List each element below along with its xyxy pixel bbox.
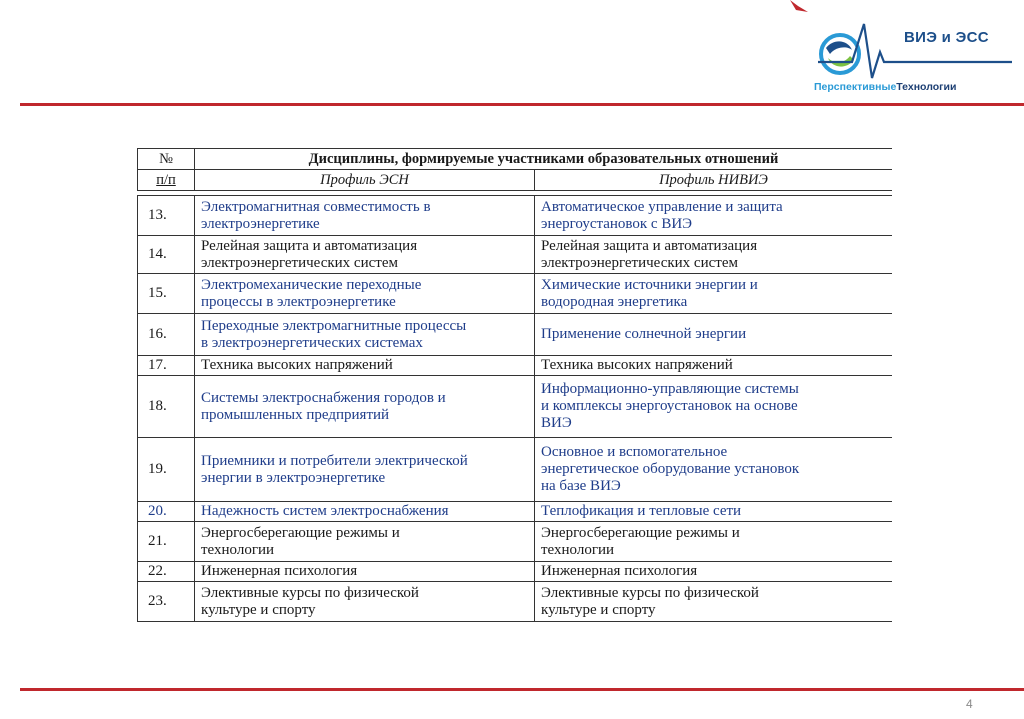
discipline-line: Химические источники энергии и [541,276,758,293]
discipline-nivie [535,502,893,522]
discipline-line: Энергосберегающие режимы и [201,524,400,541]
discipline-line: энергоустановок с ВИЭ [541,215,693,232]
table-row [138,376,893,438]
num-header: № [138,149,195,170]
profile-esn-header: Профиль ЭСН [195,170,535,191]
discipline-esn [195,196,535,236]
discipline-line: в электроэнергетических системах [201,334,423,351]
discipline-line: процессы в электроэнергетике [201,293,396,310]
discipline-line: технологии [201,541,275,558]
discipline-line: на базе ВИЭ [541,478,621,494]
row-number: 13. [138,196,195,236]
table-row [138,438,893,502]
row-number: 14. [138,236,195,274]
discipline-esn [195,502,535,522]
row-number: 18. [138,376,195,438]
discipline-line: культуре и спорту [201,601,316,618]
table-row [138,582,893,622]
table-row [138,196,893,236]
discipline-line: Автоматическое управление и защита [541,198,783,215]
discipline-line: Применение солнечной энергии [541,326,747,342]
discipline-esn [195,236,535,274]
discipline-esn [195,438,535,502]
discipline-line: Электромагнитная совместимость в [201,198,431,215]
discipline-nivie [535,314,893,356]
discipline-line: Системы электроснабжения городов и [201,389,446,406]
discipline-line: Техника высоких напряжений [201,357,393,373]
discipline-nivie [535,376,893,438]
table-row [138,356,893,376]
page-number: 4 [966,697,973,711]
logo-subtitle: ПерспективныеТехнологии [814,81,957,93]
discipline-nivie [535,582,893,622]
row-number: 16. [138,314,195,356]
disciplines-table [137,148,892,638]
table-title: Дисциплины, формируемые участниками образовательных отношений [195,149,893,170]
discipline-line: Техника высоких напряжений [541,357,733,373]
discipline-line: Элективные курсы по физической [201,584,419,601]
table-row [138,502,893,522]
discipline-nivie [535,522,893,562]
discipline-line: Теплофикация и тепловые сети [541,503,742,519]
discipline-line: электроэнергетике [201,215,320,232]
row-number: 22. [138,562,195,582]
profile-nivie-header: Профиль НИВИЭ [535,170,893,191]
row-number: 17. [138,356,195,376]
discipline-line: Электромеханические переходные [201,276,422,293]
header-divider [20,103,1024,106]
discipline-line: Информационно-управляющие системы [541,381,799,397]
discipline-nivie [535,356,893,376]
footer-divider [20,688,1024,691]
row-number: 23. [138,582,195,622]
table-row [138,522,893,562]
discipline-esn [195,274,535,314]
discipline-line: электроэнергетических систем [541,254,738,271]
discipline-line: электроэнергетических систем [201,254,398,271]
discipline-line: Надежность систем электроснабжения [201,503,449,519]
discipline-nivie [535,236,893,274]
discipline-nivie [535,274,893,314]
discipline-line: Релейная защита и автоматизация [541,237,758,254]
discipline-line: Инженерная психология [201,563,358,579]
discipline-line: водородная энергетика [541,293,688,310]
table-row [138,314,893,356]
corner-red-mark [788,0,810,14]
discipline-line: Инженерная психология [541,563,698,579]
discipline-line: культуре и спорту [541,601,656,618]
row-number: 21. [138,522,195,562]
discipline-line: Энергосберегающие режимы и [541,524,740,541]
discipline-esn [195,314,535,356]
row-number: 19. [138,438,195,502]
table-row [138,236,893,274]
discipline-line: промышленных предприятий [201,406,390,423]
discipline-nivie [535,438,893,502]
discipline-esn [195,376,535,438]
discipline-line: Релейная защита и автоматизация [201,237,418,254]
row-number: 15. [138,274,195,314]
logo [812,18,1012,98]
num-subheader: п/п [138,170,195,191]
discipline-line: и комплексы энергоустановок на основе [541,398,798,414]
discipline-line: Основное и вспомогательное [541,444,728,460]
discipline-esn [195,562,535,582]
discipline-line: Приемники и потребители электрической [201,452,468,469]
discipline-line: технологии [541,541,615,558]
row-number: 20. [138,502,195,522]
discipline-nivie [535,196,893,236]
discipline-line: Переходные электромагнитные процессы [201,317,467,334]
discipline-nivie [535,562,893,582]
table-row [138,562,893,582]
discipline-esn [195,356,535,376]
discipline-line: ВИЭ [541,415,572,431]
discipline-esn [195,582,535,622]
discipline-line: энергетическое оборудование установок [541,461,800,477]
logo-title: ВИЭ и ЭСС [904,29,989,46]
discipline-line: энергии в электроэнергетике [201,469,386,486]
discipline-line: Элективные курсы по физической [541,584,759,601]
discipline-esn [195,522,535,562]
table-row [138,274,893,314]
